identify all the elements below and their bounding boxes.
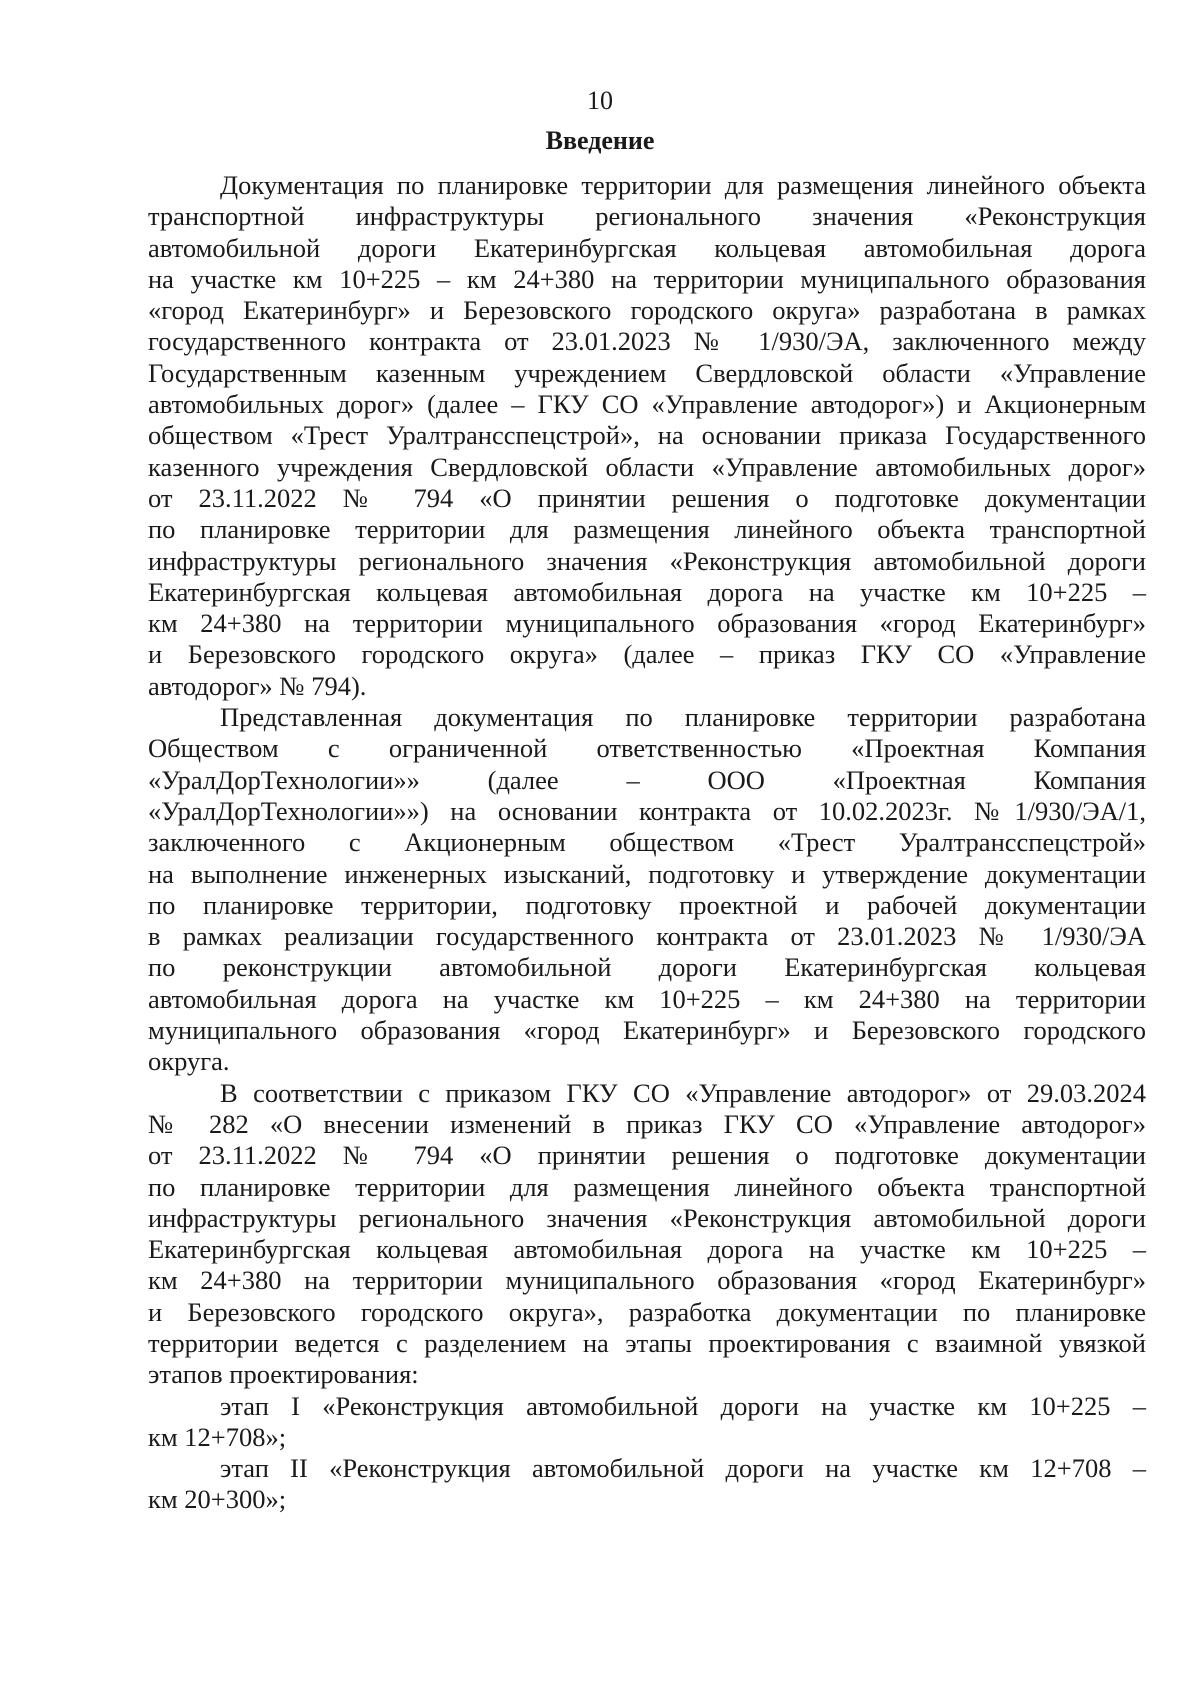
text-line: от 23.11.2022 № 794 «О принятии решения о подготовке документации bbox=[148, 482, 1146, 513]
text-line: государственного контракта от 23.01.2023 № 1/930/ЭА, заключенного между bbox=[148, 326, 1146, 357]
text-line: № 282 «О внесении изменений в приказ ГКУ СО «Управление автодорог» bbox=[148, 1108, 1146, 1139]
text-line: «УралДорТехнологии»») на основании контракта от 10.02.2023г. №1/930/ЭА/1, bbox=[148, 795, 1146, 826]
text-line: В соответствии с приказом ГКУ СО «Управление автодорог» от 29.03.2024 bbox=[220, 1077, 1146, 1108]
paragraph bbox=[148, 702, 1146, 1078]
text-line: по планировке территории, подготовку проектной и рабочей документации bbox=[148, 889, 1146, 920]
text-line: по реконструкции автомобильной дороги Екатеринбургская кольцевая bbox=[148, 952, 1146, 983]
text-line: и Березовского городского округа», разработка документации по планировке bbox=[148, 1296, 1146, 1327]
page-number: 10 bbox=[587, 86, 613, 115]
text-line: Екатеринбургская кольцевая автомобильная дорога на участке км 10+225 – bbox=[148, 576, 1146, 607]
section-heading: Введение bbox=[545, 126, 655, 155]
text-line: обществом «Трест Уралтрансспецстрой», на основании приказа Государственного bbox=[148, 420, 1146, 451]
text-line: км 20+300»; bbox=[148, 1484, 287, 1515]
paragraph bbox=[148, 1078, 1146, 1391]
text-line: Обществом с ограниченной ответственностью «Проектная Компания bbox=[148, 733, 1146, 764]
text-line: Документация по планировке территории для размещения линейного объекта bbox=[220, 170, 1146, 200]
text-line: Екатеринбургская кольцевая автомобильная дорога на участке км 10+225 – bbox=[148, 1234, 1146, 1265]
paragraph bbox=[148, 170, 1146, 702]
text-line: км 24+380 на территории муниципального образования «город Екатеринбург» bbox=[148, 608, 1146, 639]
text-line: км 24+380 на территории муниципального образования «город Екатеринбург» bbox=[148, 1265, 1146, 1296]
text-line: казенного учреждения Свердловской области «Управление автомобильных дорог» bbox=[148, 451, 1146, 482]
text-line: на выполнение инженерных изысканий, подготовку и утверждение документации bbox=[148, 858, 1146, 889]
text-line: автодорог» № 794). bbox=[148, 670, 367, 701]
text-line: от 23.11.2022 № 794 «О принятии решения о подготовке документации bbox=[148, 1140, 1146, 1171]
text-line: Представленная документация по планировке территории разработана bbox=[220, 702, 1146, 733]
text-line: Государственным казенным учреждением Свердловской области «Управление bbox=[148, 357, 1146, 388]
text-line: км 12+708»; bbox=[148, 1421, 287, 1452]
body-text bbox=[148, 170, 1146, 1516]
text-line: этап II «Реконструкция автомобильной дороги на участке км 12+708 – bbox=[220, 1453, 1146, 1484]
text-line: по планировке территории для размещения линейного объекта транспортной bbox=[148, 514, 1146, 545]
text-line: муниципального образования «город Екатеринбург» и Березовского городского bbox=[148, 1015, 1146, 1046]
text-line: и Березовского городского округа» (далее – приказ ГКУ СО «Управление bbox=[148, 639, 1146, 670]
text-line: «город Екатеринбург» и Березовского городского округа» разработана в рамках bbox=[148, 295, 1146, 326]
paragraph bbox=[148, 1453, 1146, 1516]
text-line: автомобильных дорог» (далее – ГКУ СО «Управление автодорог») и Акционерным bbox=[148, 389, 1146, 420]
text-line: автомобильной дороги Екатеринбургская кольцевая автомобильная дорога bbox=[148, 232, 1146, 263]
text-line: заключенного с Акционерным обществом «Трест Уралтрансспецстрой» bbox=[148, 827, 1146, 858]
text-line: этапов проектирования: bbox=[148, 1359, 419, 1390]
text-line: «УралДорТехнологии»» (далее – ООО «Проектная Компания bbox=[148, 764, 1146, 795]
text-line: на участке км 10+225 – км 24+380 на территории муниципального образования bbox=[148, 263, 1146, 294]
text-line: автомобильная дорога на участке км 10+225 – км 24+380 на территории bbox=[148, 983, 1146, 1014]
text-line: в рамках реализации государственного контракта от 23.01.2023 № 1/930/ЭА bbox=[148, 921, 1146, 952]
text-line: территории ведется с разделением на этапы проектирования с взаимной увязкой bbox=[148, 1327, 1146, 1358]
text-line: этап I «Реконструкция автомобильной дороги на участке км 10+225 – bbox=[220, 1390, 1146, 1421]
text-line: инфраструктуры регионального значения «Реконструкция автомобильной дороги bbox=[148, 1202, 1146, 1233]
paragraph bbox=[148, 1391, 1146, 1454]
text-line: инфраструктуры регионального значения «Реконструкция автомобильной дороги bbox=[148, 545, 1146, 576]
text-line: транспортной инфраструктуры регионального значения «Реконструкция bbox=[148, 201, 1146, 232]
text-line: округа. bbox=[148, 1046, 230, 1077]
text-line: по планировке территории для размещения линейного объекта транспортной bbox=[148, 1171, 1146, 1202]
